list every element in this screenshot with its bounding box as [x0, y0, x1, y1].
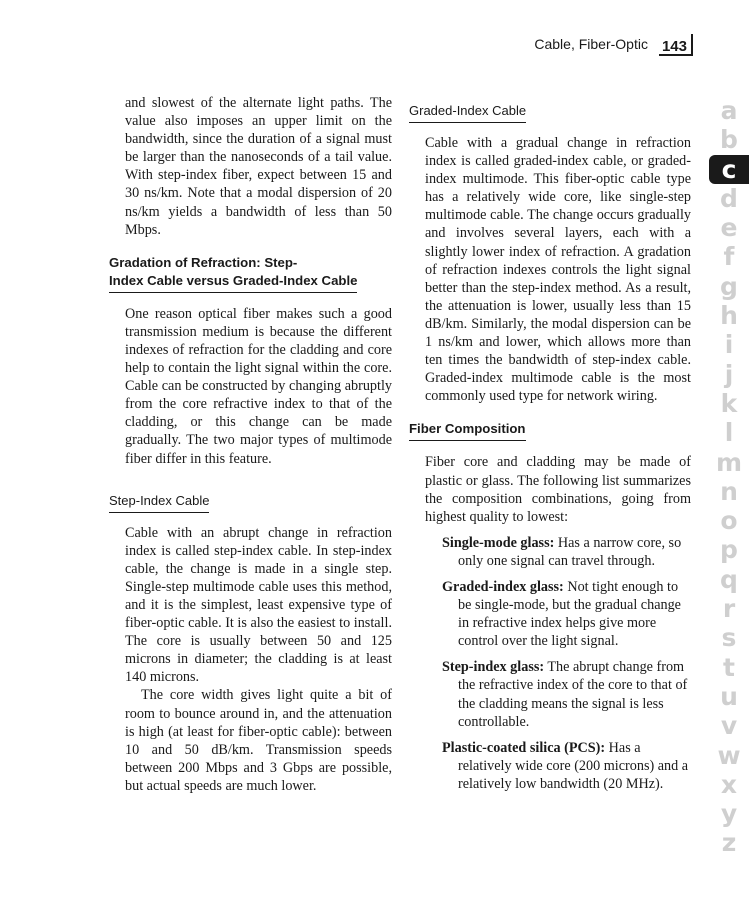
gradation-heading-line1: Gradation of Refraction: Step- [109, 254, 298, 270]
list-desc: Has a narrow core, so only one signal can travel through. [458, 534, 682, 569]
thumb-letter-t[interactable]: t [723, 652, 735, 682]
list-item [442, 658, 691, 730]
list-desc: Has a relatively wide core (200 microns) and a relatively low bandwidth (20 MHz). [458, 739, 689, 792]
list-item [442, 578, 691, 650]
thumb-letter-g[interactable]: g [720, 271, 738, 301]
paragraph-step-index-1: Cable with an abrupt change in refraction index is called step-index cable. In step-index cable, the change is made in a single step. Single-step multimode cable uses this method, and it is the simplest, least expensive type of fiber-optic cable. It is also the easiest to install. The core is usually between 50 and 125 microns in diameter; the cladding is at least 140 microns. [125, 524, 392, 686]
thumb-letter-r[interactable]: r [722, 594, 736, 624]
thumb-letter-l[interactable]: l [724, 418, 734, 448]
paragraph-continued: and slowest of the alternate light paths. The value also imposes an upper limit on the bandwidth, since the duration of a signal must be larger than the nanoseconds of a tail value. With step-index fiber, expect between 15 and 30 ns/km. Note that a modal dispersion of 20 ns/km yields a bandwidth of less than 50 Mbps. [125, 95, 392, 238]
right-column [409, 94, 691, 793]
thumb-index [709, 96, 749, 858]
list-desc: Not tight enough to be single-mode, but the gradual change in refractive index helps give more control over the light signal. [458, 578, 681, 650]
thumb-letter-q[interactable]: q [720, 564, 738, 594]
thumb-letter-o[interactable]: o [720, 506, 738, 536]
list-term: Plastic-coated silica (PCS): [442, 739, 606, 756]
subheading-graded-index: Graded-Index Cable [409, 102, 526, 123]
thumb-letter-p[interactable]: p [720, 535, 738, 565]
thumb-letter-v[interactable]: v [720, 711, 738, 741]
thumb-letter-i[interactable]: i [724, 330, 734, 360]
list-item [442, 739, 691, 793]
thumb-letter-b[interactable]: b [720, 125, 738, 155]
list-desc: The abrupt change from the refractive index of the core to that of the cladding means the signal is less controllable. [458, 659, 688, 730]
composition-list [409, 534, 691, 793]
page-number: 143 [662, 34, 693, 56]
running-header [534, 30, 693, 56]
thumb-letter-z[interactable]: z [721, 828, 737, 858]
paragraph-composition: Fiber core and cladding may be made of plastic or glass. The following list summarizes the composition combinations, going from highest quality to lowest: [425, 454, 691, 525]
thumb-letter-d[interactable]: d [720, 183, 738, 213]
list-item [442, 534, 691, 570]
subheading-step-index: Step-Index Cable [109, 492, 209, 513]
thumb-letter-a[interactable]: a [720, 96, 738, 125]
thumb-letter-w[interactable]: w [717, 740, 741, 770]
thumb-letter-f[interactable]: f [723, 242, 735, 272]
thumb-letter-s[interactable]: s [721, 623, 737, 653]
thumb-letter-e[interactable]: e [720, 213, 738, 243]
list-term: Graded-index glass: [442, 578, 564, 595]
thumb-letter-c[interactable]: c [709, 155, 749, 184]
thumb-letter-j[interactable]: j [724, 359, 734, 389]
list-term: Single-mode glass: [442, 534, 555, 551]
running-title: Cable, Fiber-Optic [534, 36, 648, 52]
thumb-letter-n[interactable]: n [720, 476, 738, 506]
paragraph-gradation: One reason optical fiber makes such a good transmission medium is because the different indexes of refraction for the cladding and core help to contain the light signal within the core. Cable can be constructed by changing abruptly from the core refractive index to that of the cladding, or this change can be made gradually. The two major types of multimode fiber differ in this feature. [125, 305, 392, 467]
section-heading-fiber-composition: Fiber Composition [409, 420, 526, 441]
thumb-letter-u[interactable]: u [720, 681, 738, 711]
header-rule [659, 54, 693, 56]
section-heading-gradation [109, 254, 357, 293]
gradation-heading-line2: Index Cable versus Graded-Index Cable [109, 272, 358, 288]
thumb-letter-m[interactable]: m [715, 447, 743, 477]
left-column [109, 94, 392, 795]
paragraph-step-index-2: The core width gives light quite a bit of room to bounce around in, and the attenuation is high (at least for fiber-optic cable): between 10 and 50 dB/km. Transmission speeds between 200 Mbps and 3 Gbps are possible, but actual speeds are much lower. [125, 687, 392, 794]
thumb-letter-y[interactable]: y [720, 799, 738, 829]
thumb-letter-k[interactable]: k [720, 388, 738, 418]
thumb-letter-x[interactable]: x [720, 769, 738, 799]
list-term: Step-index glass: [442, 659, 545, 676]
paragraph-graded-index: Cable with a gradual change in refraction index is called graded-index cable, or graded-index multimode. This fiber-optic cable type has a relatively wide core, like single-step multimode cable. The change occurs gradually and involves several layers, each with a slightly lower index of refraction. A gradation of refraction indexes controls the light signal better than the step-index method. As a result, the attenuation is lower, usually less than 15 dB/km. Similarly, the modal dispersion can be 1 ns/km and lower, which allows more than ten times the bandwidth of step-index cable. Graded-index multimode cable is the most commonly used type for network wiring. [425, 135, 691, 405]
thumb-letter-h[interactable]: h [720, 301, 738, 331]
